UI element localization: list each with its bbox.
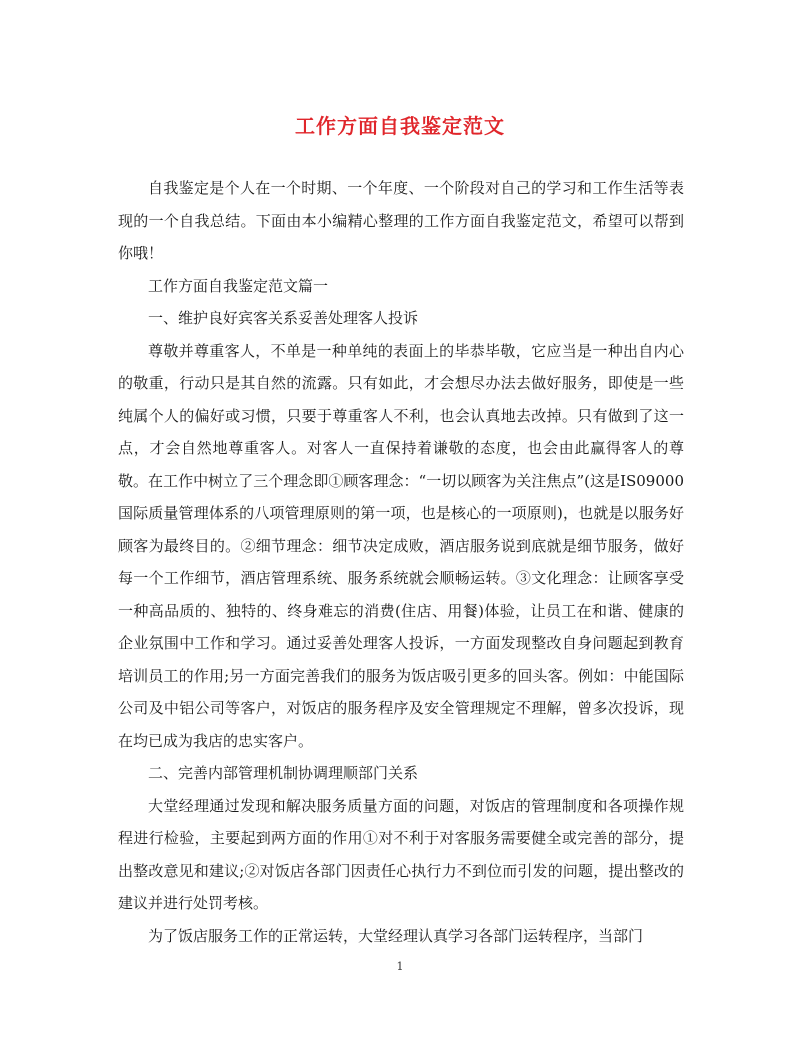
subsection-heading-1: 一、维护良好宾客关系妥善处理客人投诉 (148, 309, 419, 327)
document-title: 工作方面自我鉴定范文 (295, 114, 505, 138)
paragraph-body-3: 为了饭店服务工作的正常运转，大堂经理认真学习各部门运转程序，当部门 (148, 926, 644, 945)
section-heading: 工作方面自我鉴定范文篇一 (148, 276, 329, 295)
paragraph-intro: 自我鉴定是个人在一个时期、一个年度、一个阶段对自己的学习和工作生活等表现的一个自我总结。下面由本小编精心整理的工作方面自我鉴定范文，希望可以帮到你哦！ (118, 179, 684, 262)
paragraph-body-1: 尊敬并尊重客人，不单是一种单纯的表面上的毕恭毕敬，它应当是一种出自内心的敬重，行动只是其自然的流露。只有如此，才会想尽办法去做好服务，即使是一些纯属个人的偏好或习惯，只要于尊重客人不利，也会认真地去改掉。只有做到了这一点，才会自然地尊重客人。对客人一直保持着谦敬的态度，也会由此赢得客人的尊敬。在工作中树立了三个理念即①顾客理念：“一切以顾客为关注焦点”(这是IS09000国际质量管理体系的八项管理原则的第一项，也是核心的一项原则)，也就是以服务好顾客为最终目的。②细节理念：细节决定成败，酒店服务说到底就是细节服务，做好每一个工作细节，酒店管理系统、服务系统就会顺畅运转。③文化理念：让顾客享受一种高品质的、独特的、终身难忘的消费(住店、用餐)体验，让员工在和谐、健康的企业氛围中工作和学习。通过妥善处理客人投诉，一方面发现整改自身问题起到教育培训员工的作用;另一方面完善我们的服务为饭店吸引更多的回头客。例如：中能国际公司及中铝公司等客户，对饭店的服务程序及安全管理规定不理解，曾多次投诉，现在均已成为我店的忠实客户。 (118, 341, 684, 750)
page-number: 1 (396, 960, 404, 973)
subsection-heading-2: 二、完善内部管理机制协调理顺部门关系 (148, 764, 419, 782)
document-body (118, 172, 684, 952)
paragraph-body-2: 大堂经理通过发现和解决服务质量方面的问题，对饭店的管理制度和各项操作规程进行检验，主要起到两方面的作用①对不利于对客服务需要健全或完善的部分，提出整改意见和建议;②对饭店各部门因责任心执行力不到位而引发的问题，提出整改的建议并进行处罚考核。 (118, 796, 684, 912)
